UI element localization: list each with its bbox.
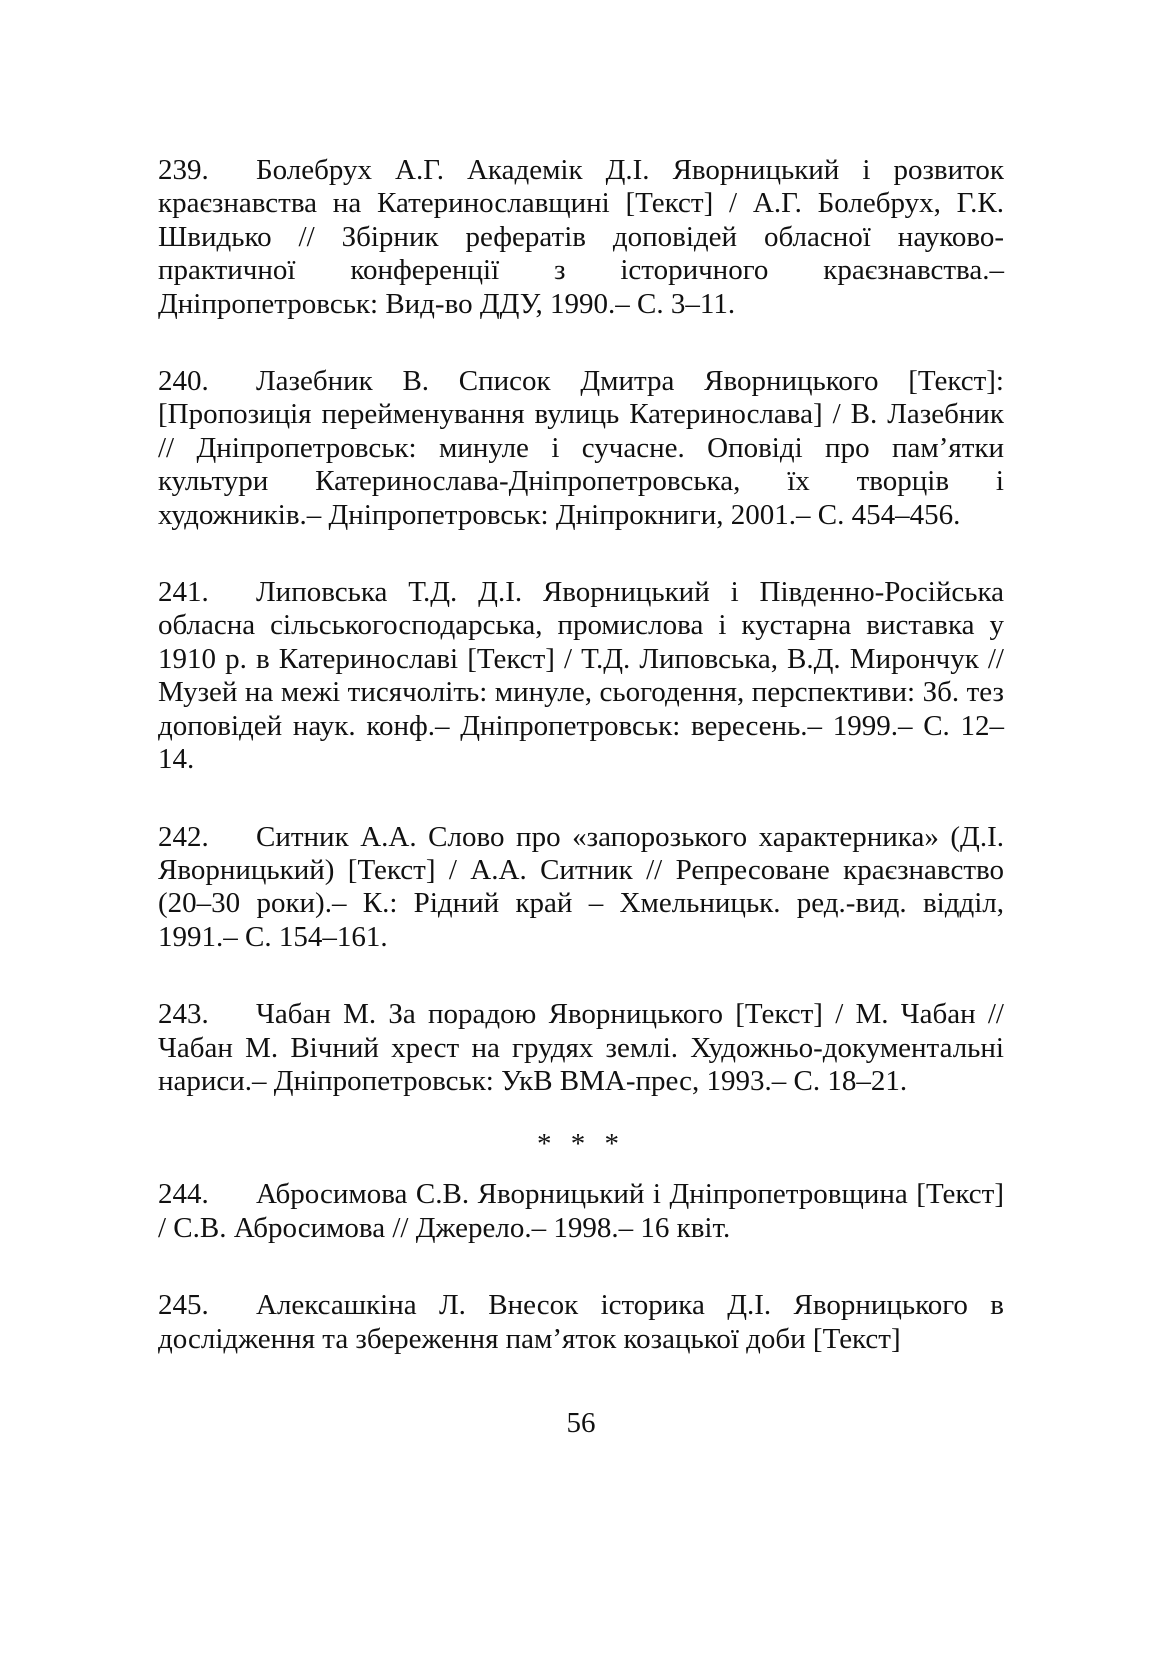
entry-text: Ситник А.А. Слово про «запорозького характерника» (Д.І. Яворницький) [Текст] / А.А. Ситник // Репресоване краєзнавство (20–30 роки).– К.: Рідний край – Хмельницьк. ред.-вид. відділ, 1991.– С. 154–161. xyxy=(158,820,1004,953)
entry-text: Чабан М. За порадою Яворницького [Текст] / М. Чабан // Чабан М. Вічний хрест на грудях землі. Художньо-документальні нариси.– Дніпропетровськ: УкВ ВМА-прес, 1993.– С. 18–21. xyxy=(158,998,1004,1097)
entry-text: Абросимова С.В. Яворницький і Дніпропетровщина [Текст] / С.В. Абросимова // Джерело.– 1998.– 16 квіт. xyxy=(158,1178,1004,1244)
entry-text: Лазебник В. Список Дмитра Яворницького [Текст]: [Пропозиція перейменування вулиць Катеринослава] / В. Лазебник // Дніпропетровськ: минуле і сучасне. Оповіді про пам’ятки культури Катеринослава-Дніпропетровська, їх творців і художників.– Дніпропетровськ: Дніпрокниги, 2001.– С. 454–456. xyxy=(158,365,1004,531)
entry-number: 239. xyxy=(158,154,209,186)
bibliography-list xyxy=(158,154,1004,1400)
entry-number: 240. xyxy=(158,365,209,398)
entry-number: 245. xyxy=(158,1289,209,1322)
bibliography-entry-242 xyxy=(158,821,1004,955)
entry-number: 244. xyxy=(158,1178,209,1211)
entry-text: Липовська Т.Д. Д.І. Яворницький і Південно-Російська обласна сільськогосподарська, промислова і кустарна виставка у 1910 р. в Катеринославі [Текст] / Т.Д. Липовська, В.Д. Мирончук // Музей на межі тисячоліть: минуле, сьогодення, перспективи: Зб. тез доповідей наук. конф.– Дніпропетровськ: вересень.– 1999.– С. 12–14. xyxy=(158,576,1004,776)
page-number: 56 xyxy=(566,1407,596,1439)
entry-number: 241. xyxy=(158,576,209,609)
entry-number: 243. xyxy=(158,998,209,1031)
bibliography-entry-241 xyxy=(158,576,1004,776)
bibliography-entry-240 xyxy=(158,365,1004,532)
bibliography-entry-244 xyxy=(158,1178,1004,1245)
section-divider: * * * xyxy=(537,1128,625,1161)
bibliography-entry-243 xyxy=(158,998,1004,1098)
entry-text: Болебрух А.Г. Академік Д.І. Яворницький і розвиток краєзнавства на Катеринославщині [Текст] / А.Г. Болебрух, Г.К. Швидько // Збірник рефератів доповідей обласної науково-практичної конференції з історичного краєзнавства.– Дніпропетровськ: Вид-во ДДУ, 1990.– С. 3–11. xyxy=(158,154,1004,320)
entry-text: Алексашкіна Л. Внесок історика Д.І. Яворницького в дослідження та збереження пам’яток козацької доби [Текст] xyxy=(158,1289,1004,1355)
bibliography-entry-245 xyxy=(158,1289,1004,1356)
bibliography-entry-239 xyxy=(158,154,1004,321)
entry-number: 242. xyxy=(158,820,209,853)
